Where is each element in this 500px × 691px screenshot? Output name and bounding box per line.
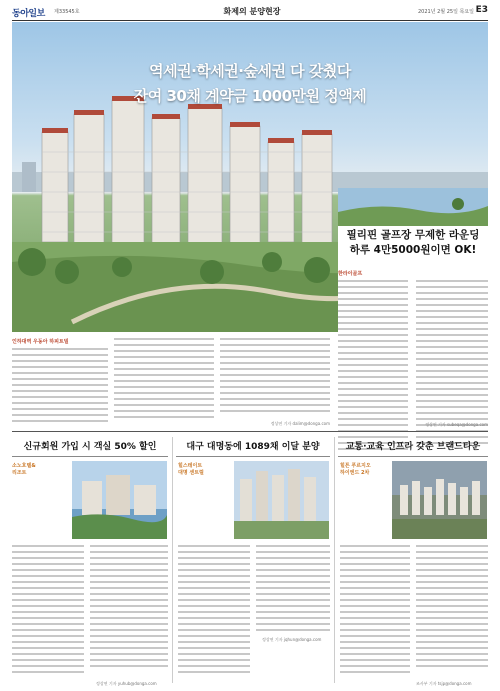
masthead-logo: 동아일보 (12, 9, 45, 19)
hero-headline (12, 60, 488, 106)
hillstate-complex-photo (234, 461, 329, 539)
section-divider (12, 431, 488, 432)
issue-number: 제33545호 (54, 9, 80, 15)
sono-title-rule (12, 456, 168, 457)
golf-byline: 정상연 기자 subeqa@donga.com (425, 422, 488, 427)
golf-article-title (338, 228, 488, 258)
hillstate-tag-line-1: 힐스테이트 (178, 463, 203, 469)
golf-course-photo (338, 188, 488, 226)
publication-date: 2021년 2월 25일 목요일 (417, 9, 474, 15)
header-rule (12, 20, 488, 21)
prugio-body-col2 (416, 545, 488, 671)
sono-resort-photo (72, 461, 167, 539)
main-article-byline: 정상연 기자 dalim@donga.com (270, 421, 330, 426)
golf-title-line-1: 필리핀 골프장 무제한 라운딩 (346, 229, 480, 241)
main-body-col3 (220, 338, 330, 416)
hillstate-article-title: 대구 대명동에 1089채 이달 분양 (186, 442, 320, 452)
column-divider-2 (334, 437, 335, 683)
prugio-body-col1 (340, 545, 410, 677)
sono-body-col1 (12, 545, 84, 677)
headline-line-2: 잔여 30채 계약금 1000만원 정액제 (133, 87, 367, 105)
sono-article-tag (12, 463, 36, 477)
sono-tag-line-1: 소노호텔& (12, 463, 36, 469)
sono-article-title: 신규회원 가입 시 객실 50% 할인 (23, 442, 157, 452)
hillstate-tag-line-2: 대명 센트럴 (178, 470, 204, 476)
sono-tag-line-2: 리조트 (12, 470, 27, 476)
prugio-complex-photo (392, 461, 487, 539)
headline-line-1: 역세권·학세권·숲세권 다 갖췄다 (149, 62, 351, 80)
main-body-col1 (12, 348, 108, 426)
prugio-byline: 조사부 기자 tsjp@donga.com (416, 681, 472, 686)
sono-body-col2 (90, 545, 168, 671)
main-article-label: 인하대역 우동아 하피트빌 (12, 339, 69, 345)
page-number: E3 (475, 5, 488, 15)
hillstate-title-rule (176, 456, 330, 457)
hillstate-body-col2 (256, 545, 330, 635)
golf-title-line-2: 하루 4만5000원이면 OK! (349, 244, 477, 256)
hillstate-article-tag (178, 463, 204, 477)
prugio-article-tag (340, 463, 371, 477)
page-header (12, 6, 488, 20)
main-body-col2 (114, 338, 214, 422)
sono-byline: 정상연 기자 yuhub@donga.com (96, 681, 157, 686)
hillstate-byline: 정상연 기자 jqhun@donga.com (262, 637, 322, 642)
hillstate-body-col1 (178, 545, 250, 677)
prugio-title-rule (338, 456, 488, 457)
column-divider-1 (172, 437, 173, 683)
golf-article-label: 한라이골프 (338, 271, 363, 277)
section-title: 화제의 분양현장 (223, 7, 281, 16)
prugio-tag-line-2: 하이엔드 2차 (340, 470, 370, 476)
prugio-article-title: 교통·교육 인프라 갖춘 브랜드타운 (345, 442, 481, 452)
prugio-tag-line-1: 힐튼 푸르지오 (340, 463, 371, 469)
